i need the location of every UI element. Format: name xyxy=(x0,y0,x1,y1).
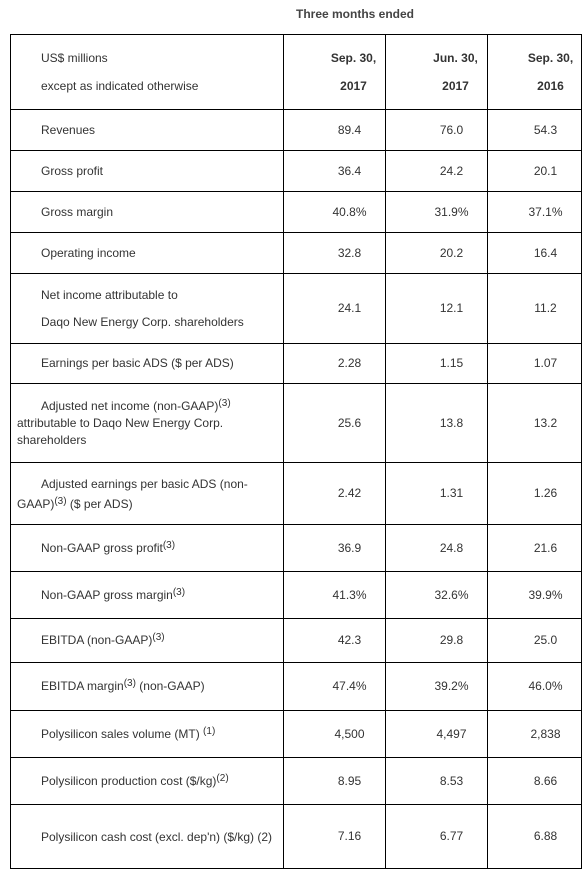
cell-value: 31.9% xyxy=(386,192,488,233)
cell-value: 41.3% xyxy=(284,572,386,619)
header-row xyxy=(11,35,582,110)
cell-value: 7.16 xyxy=(284,805,386,869)
row-label: Polysilicon sales volume (MT) $^{(1)}$ xyxy=(11,711,284,758)
cell-value: 11.2 xyxy=(488,274,582,344)
cell-value: 25.0 xyxy=(488,619,582,663)
cell-value: 36.9 xyxy=(284,525,386,572)
cell-value: 20.1 xyxy=(488,151,582,192)
header-label-line2: except as indicated otherwise xyxy=(41,78,199,93)
cell-value: 76.0 xyxy=(386,110,488,151)
cell-value: 54.3 xyxy=(488,110,582,151)
table-row xyxy=(11,192,582,233)
cell-value: 2,838 xyxy=(488,711,582,758)
cell-value: 24.1 xyxy=(284,274,386,344)
cell-value: 32.8 xyxy=(284,233,386,274)
cell-value: 12.1 xyxy=(386,274,488,344)
cell-value: 89.4 xyxy=(284,110,386,151)
cell-value: 24.2 xyxy=(386,151,488,192)
cell-value: 16.4 xyxy=(488,233,582,274)
cell-value: 39.2% xyxy=(386,663,488,711)
cell-value: 8.66 xyxy=(488,758,582,805)
table-row xyxy=(11,619,582,663)
row-label: Non-GAAP gross profit$^{(3)}$ xyxy=(11,525,284,572)
table-row xyxy=(11,758,582,805)
cell-value: 2.28 xyxy=(284,344,386,384)
cell-value: 1.15 xyxy=(386,344,488,384)
cell-value: 13.8 xyxy=(386,384,488,463)
row-label: Gross profit xyxy=(11,151,284,192)
table-row xyxy=(11,572,582,619)
row-label: Non-GAAP gross margin$^{(3)}$ xyxy=(11,572,284,619)
table-row xyxy=(11,463,582,525)
cell-value: 13.2 xyxy=(488,384,582,463)
column-header-sep-2017: Sep. 30, 2017 xyxy=(284,35,386,110)
table-row xyxy=(11,274,582,344)
row-label: Polysilicon cash cost (excl. dep'n) ($/kg) (2) xyxy=(11,805,284,869)
table-row xyxy=(11,525,582,572)
header-label-cell xyxy=(11,35,284,110)
table-row xyxy=(11,805,582,869)
row-label: EBITDA margin$^{(3)}$ (non-GAAP) xyxy=(11,663,284,711)
header-label-line1: US$ millions xyxy=(41,50,108,65)
cell-value: 42.3 xyxy=(284,619,386,663)
column-header-sep-2016: Sep. 30, 2016 xyxy=(488,35,582,110)
row-label: Adjusted earnings per basic ADS (non-GAAP)$^{(3)}$ ($ per ADS) xyxy=(11,463,284,525)
column-header-jun-2017: Jun. 30, 2017 xyxy=(386,35,488,110)
table-row xyxy=(11,151,582,192)
row-label: Revenues xyxy=(11,110,284,151)
table-row xyxy=(11,711,582,758)
table-row xyxy=(11,344,582,384)
row-label: Gross margin xyxy=(11,192,284,233)
cell-value: 24.8 xyxy=(386,525,488,572)
cell-value: 4,497 xyxy=(386,711,488,758)
cell-value: 8.53 xyxy=(386,758,488,805)
cell-value: 1.26 xyxy=(488,463,582,525)
table-row xyxy=(11,233,582,274)
cell-value: 37.1% xyxy=(488,192,582,233)
cell-value: 25.6 xyxy=(284,384,386,463)
cell-value: 2.42 xyxy=(284,463,386,525)
row-label: Net income attributable to Daqo New Energy Corp. shareholders xyxy=(11,274,284,344)
cell-value: 20.2 xyxy=(386,233,488,274)
financial-summary-table xyxy=(10,34,582,869)
cell-value: 29.8 xyxy=(386,619,488,663)
table-caption: Three months ended xyxy=(296,7,415,21)
cell-value: 1.31 xyxy=(386,463,488,525)
cell-value: 32.6% xyxy=(386,572,488,619)
cell-value: 6.88 xyxy=(488,805,582,869)
cell-value: 6.77 xyxy=(386,805,488,869)
row-label: Polysilicon production cost ($/kg)$^{(2)}$ xyxy=(11,758,284,805)
row-label: Operating income xyxy=(11,233,284,274)
row-label: EBITDA (non-GAAP)$^{(3)}$ xyxy=(11,619,284,663)
cell-value: 40.8% xyxy=(284,192,386,233)
cell-value: 21.6 xyxy=(488,525,582,572)
table-row xyxy=(11,663,582,711)
cell-value: 1.07 xyxy=(488,344,582,384)
row-label: Adjusted net income (non-GAAP)$^{(3)}$ attributable to Daqo New Energy Corp. shareholders xyxy=(11,384,284,463)
cell-value: 47.4% xyxy=(284,663,386,711)
table-row xyxy=(11,110,582,151)
row-label: Earnings per basic ADS ($ per ADS) xyxy=(11,344,284,384)
cell-value: 36.4 xyxy=(284,151,386,192)
cell-value: 8.95 xyxy=(284,758,386,805)
cell-value: 46.0% xyxy=(488,663,582,711)
cell-value: 4,500 xyxy=(284,711,386,758)
cell-value: 39.9% xyxy=(488,572,582,619)
table-row xyxy=(11,384,582,463)
